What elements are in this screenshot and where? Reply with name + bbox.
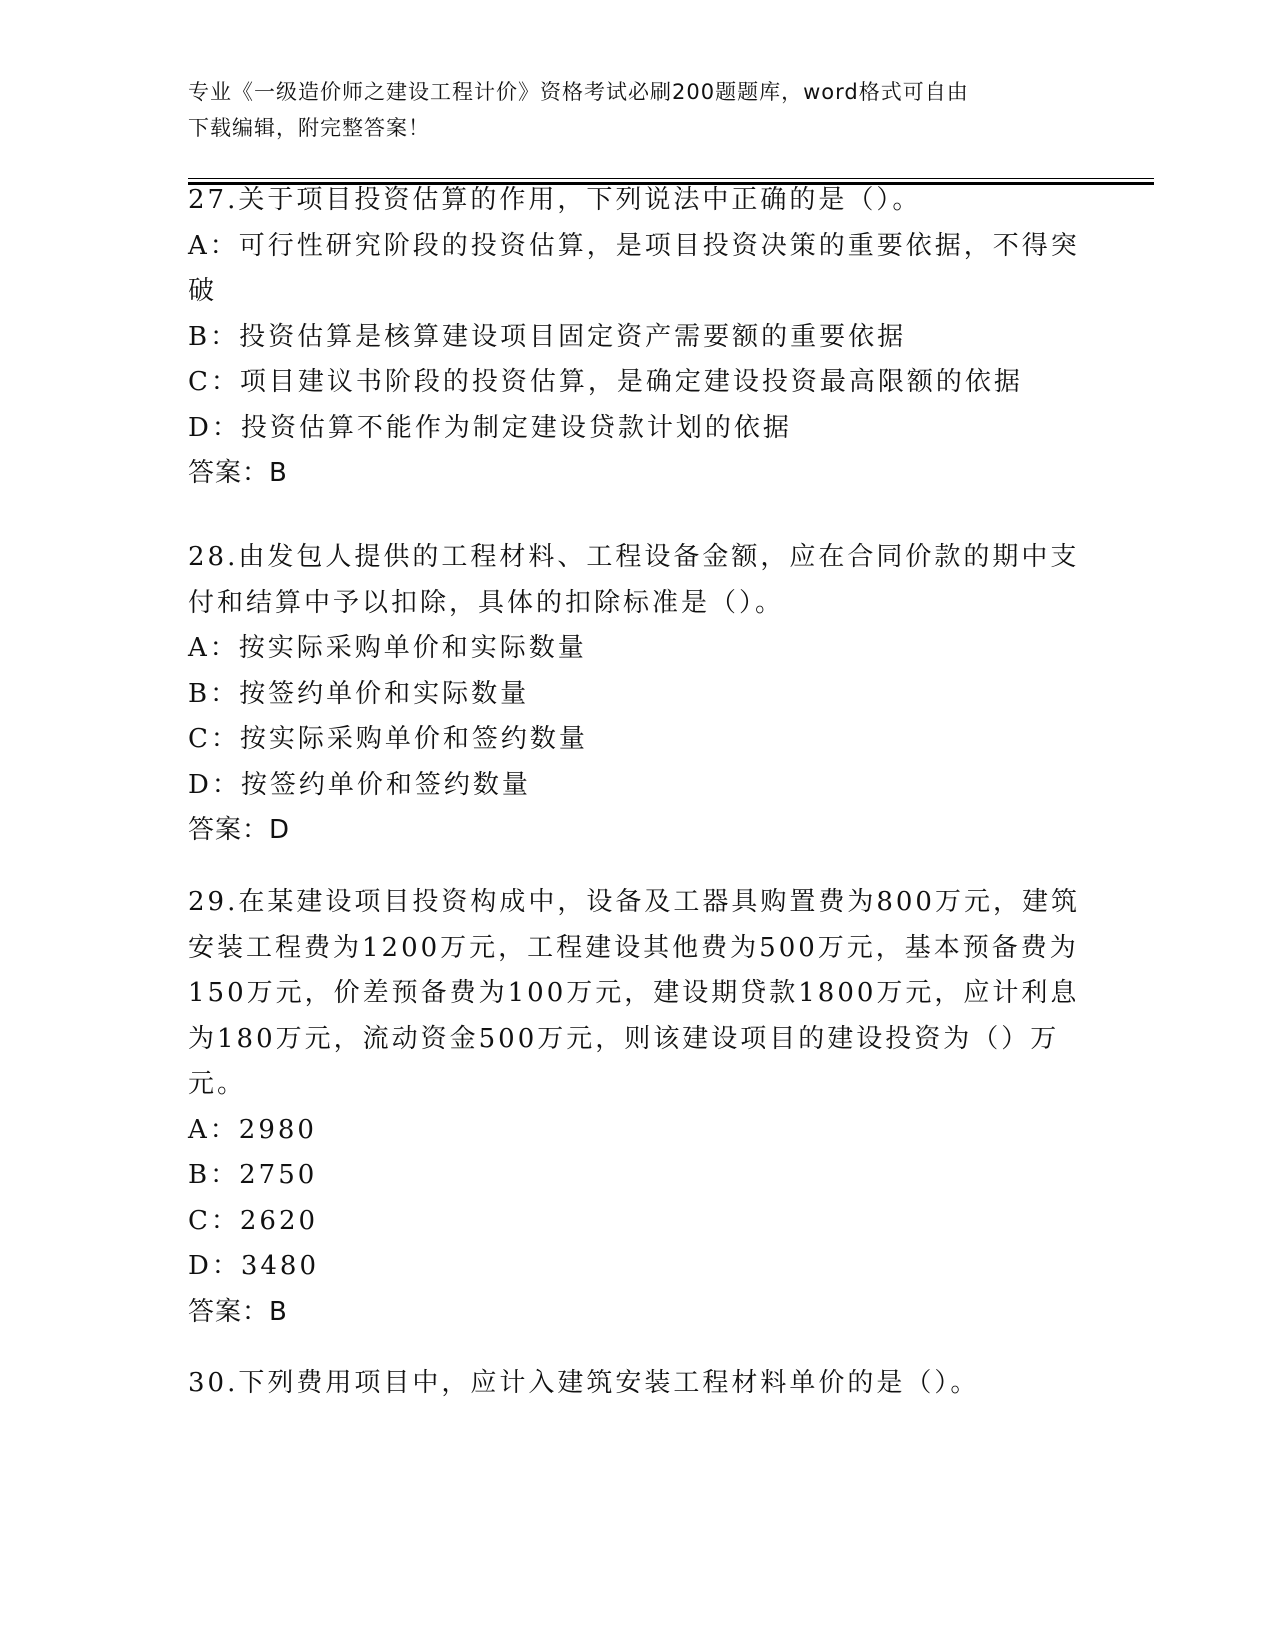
header-line-2: 下载编辑，附完整答案！ — [188, 116, 430, 140]
document-header — [188, 74, 1068, 146]
question-28-stem-1: 28.由发包人提供的工程材料、工程设备金额，应在合同价款的期中支 — [188, 542, 1080, 572]
question-27-option-d: D：投资估算不能作为制定建设贷款计划的依据 — [188, 412, 792, 443]
question-28-option-a: A：按实际采购单价和实际数量 — [188, 633, 587, 663]
question-28 — [188, 535, 1080, 854]
question-27-stem: 27.关于项目投资估算的作用，下列说法中正确的是（）。 — [188, 185, 922, 215]
question-29-option-d: D：3480 — [188, 1251, 320, 1281]
question-29-stem-3: 150万元，价差预备费为100万元，建设期贷款1800万元，应计利息 — [188, 978, 1080, 1008]
question-28-option-b: B：按签约单价和实际数量 — [188, 678, 530, 709]
question-28-stem-2: 付和结算中予以扣除，具体的扣除标准是（）。 — [188, 587, 785, 618]
question-28-option-d: D：按签约单价和签约数量 — [188, 769, 531, 800]
question-29-stem-4: 为180万元，流动资金500万元，则该建设项目的建设投资为（）万 — [188, 1023, 1060, 1054]
question-30-stem: 30.下列费用项目中，应计入建筑安装工程材料单价的是（）。 — [188, 1368, 980, 1398]
question-28-option-c: C：按实际采购单价和签约数量 — [188, 724, 588, 754]
question-29-option-c: C：2620 — [188, 1205, 319, 1236]
question-27-answer: 答案：B — [188, 458, 288, 488]
question-30 — [188, 1361, 1068, 1407]
question-27-option-a-continued: 破 — [188, 276, 218, 306]
question-29-option-b: B：2750 — [188, 1160, 318, 1190]
question-29 — [188, 880, 1080, 1335]
question-29-stem-5: 元。 — [188, 1069, 247, 1099]
question-28-answer: 答案：D — [188, 815, 291, 845]
header-line-1: 专业《一级造价师之建设工程计价》资格考试必刷200题题库，word格式可自由 — [188, 80, 969, 104]
question-29-option-a: A：2980 — [188, 1114, 317, 1145]
question-29-stem-1: 29.在某建设项目投资构成中，设备及工器具购置费为800万元，建筑 — [188, 887, 1080, 917]
question-29-answer: 答案：B — [188, 1296, 288, 1327]
question-27 — [188, 178, 1080, 497]
question-27-option-b: B：投资估算是核算建设项目固定资产需要额的重要依据 — [188, 321, 907, 352]
question-29-stem-2: 安装工程费为1200万元，工程建设其他费为500万元，基本预备费为 — [188, 932, 1079, 963]
question-27-option-a: A：可行性研究阶段的投资估算，是项目投资决策的重要依据，不得突 — [188, 230, 1080, 261]
question-27-option-c: C：项目建议书阶段的投资估算，是确定建设投资最高限额的依据 — [188, 367, 1023, 397]
